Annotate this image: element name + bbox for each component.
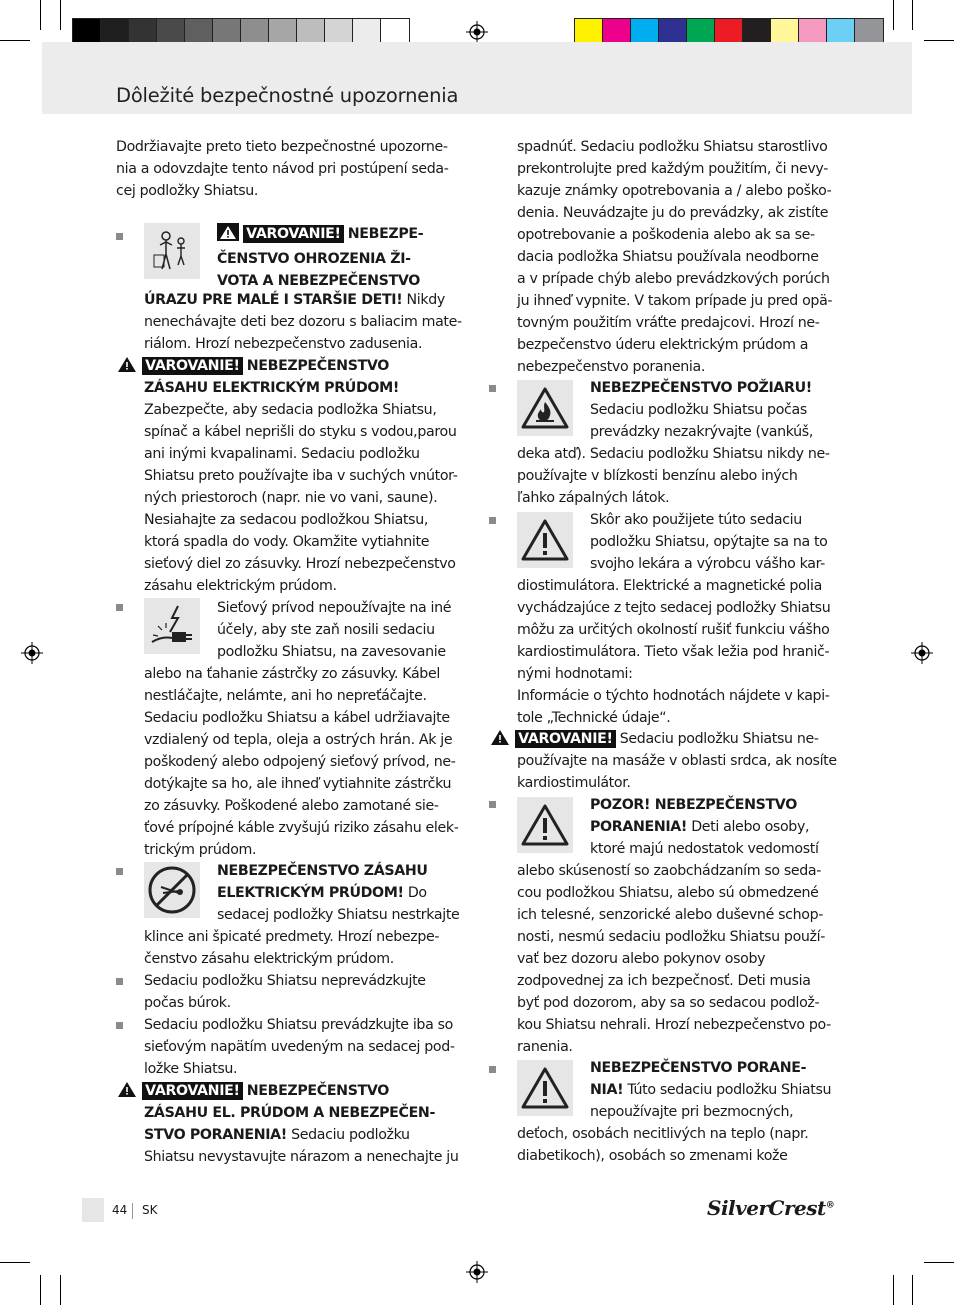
warning3-body	[517, 750, 847, 794]
no-pins-icon	[144, 862, 200, 918]
item1-text	[217, 223, 477, 292]
footer-divider	[132, 1203, 133, 1219]
body-text: ľahko zápalných látok.	[517, 490, 670, 506]
footer-box	[82, 1198, 104, 1222]
list-bullet	[489, 517, 496, 524]
list-bullet	[489, 385, 496, 392]
body-text: sedacej podložky Shiatsu nestrkajte	[217, 907, 460, 923]
item3-side	[217, 860, 477, 926]
registration-mark-icon	[911, 642, 933, 664]
body-text: Skôr ako použijete túto sedaciu	[590, 512, 802, 528]
body-text: Deti alebo osoby,	[687, 819, 810, 835]
body-text: Sedaciu podložku Shiatsu neprevádzkujte	[144, 973, 426, 989]
body-text: podložku Shiatsu, na zavesovanie	[217, 644, 446, 660]
body-text: počas búrok.	[144, 995, 231, 1011]
pacemaker-body	[517, 575, 847, 729]
body-text: Zabezpečte, aby sedacia podložka Shiatsu,	[144, 402, 437, 418]
body-text: nestláčajte, nelámte, ani ho nepreťáčajte.	[144, 688, 427, 704]
crop-mark	[0, 40, 30, 41]
warning-badge: VAROVANIE!	[142, 1082, 242, 1100]
crop-mark	[60, 1275, 61, 1305]
crop-mark	[912, 0, 913, 30]
body-text: poškodený alebo odpojený sieťový prívod, ne-	[144, 754, 456, 770]
body-text: kardiostimulátora. Tieto však ležia pod hranič-	[517, 644, 830, 660]
body-text: zásahu elektrickým prúdom.	[144, 578, 337, 594]
body-text: nými hodnotami:	[517, 666, 633, 682]
body-text: nebezpečenstvo poranenia.	[517, 359, 706, 375]
list-bullet	[116, 1022, 123, 1029]
body-text: ani inými kvapalinami. Sedaciu podložku	[144, 446, 420, 462]
body-text: a v prípade chýb alebo prevádzkových porúch	[517, 271, 830, 287]
warning-heading: ELEKTRICKÝM PRÚDOM!	[217, 885, 404, 901]
warning-heading: NEBEZPEČENSTVO	[246, 1083, 389, 1099]
warning-heading: POZOR! NEBEZPEČENSTVO	[590, 797, 797, 813]
brand-logo	[707, 1196, 834, 1220]
pacemaker-side	[590, 509, 850, 575]
item3-body	[144, 926, 474, 970]
body-text: kardiostimulátor.	[517, 775, 631, 791]
item5	[144, 1014, 474, 1080]
body-text: prevádzky nezakrývajte (vankúš,	[590, 424, 813, 440]
body-text: Shiatsu nevystavujte nárazom a nenechajte ju	[144, 1149, 459, 1165]
crop-mark	[40, 0, 41, 30]
warning-heading: VOTA A NEBEZPEČENSTVO	[217, 273, 420, 289]
body-text: nosti, nesmú sedaciu podložku Shiatsu použí-	[517, 929, 826, 945]
page-title: Dôležité bezpečnostné upozornenia	[116, 84, 459, 107]
body-text: diabetikoch), osobách so zmenami kože	[517, 1148, 788, 1164]
language-code: SK	[142, 1203, 158, 1217]
warning-heading: NIA!	[590, 1082, 624, 1098]
crop-mark	[924, 1262, 954, 1263]
brand-name: SilverCrest	[707, 1196, 826, 1220]
body-text: Sedaciu podložku Shiatsu počas	[590, 402, 807, 418]
body-text: Sedaciu podložku Shiatsu prevádzkujte iba so	[144, 1017, 453, 1033]
warning-triangle-icon	[517, 1060, 573, 1116]
body-text: nepoužívajte pri bezmocných,	[590, 1104, 794, 1120]
electric-plug-icon	[144, 598, 200, 654]
warning-triangle-icon	[116, 355, 138, 380]
warning-heading: PORANENIA!	[590, 819, 688, 835]
list-bullet	[116, 978, 123, 985]
body-text: podložku Shiatsu, opýtajte sa na to	[590, 534, 828, 550]
body-text: spínač a kábel neprišli do styku s vodou,parou	[144, 424, 457, 440]
list-bullet	[116, 233, 123, 240]
body-text: bezpečenstvo úderu elektrickým prúdom a	[517, 337, 809, 353]
body-text: kou Shiatsu nehrali. Hrozí nebezpečenstvo po-	[517, 1017, 831, 1033]
right-continuation	[517, 136, 847, 378]
body-text: opotrebovanie a poškodenia alebo ak sa se-	[517, 227, 815, 243]
warning-heading: NEBEZPEČENSTVO	[246, 358, 389, 374]
body-text: vzdialený od tepla, oleja a ostrých hrán. Ak je	[144, 732, 453, 748]
item2-body	[144, 663, 474, 861]
trademark-mark: ®	[825, 1200, 835, 1211]
body-text: ťové prípojné káble zvyšujú riziko zásahu elek-	[144, 820, 459, 836]
crop-mark	[893, 1275, 894, 1305]
crop-mark	[912, 1275, 913, 1305]
body-text: klince ani špicaté predmety. Hrozí nebezpe-	[144, 929, 440, 945]
list-bullet	[489, 1066, 496, 1073]
body-text: Nikdy	[402, 292, 445, 308]
body-text: Informácie o týchto hodnotách nájdete v kapi-	[517, 688, 830, 704]
body-text: deka atď). Sedaciu podložku Shiatsu nikdy ne-	[517, 446, 830, 462]
body-text: ich telesné, senzorické alebo duševné schop-	[517, 907, 823, 923]
body-text: sieťový diel zo zásuvky. Hrozí nebezpečenstvo	[144, 556, 456, 572]
body-text: môžu za určitých okolností rušiť funkciu vášho	[517, 622, 830, 638]
item1-body	[144, 289, 474, 355]
crop-mark	[924, 40, 954, 41]
warning-triangle-icon	[517, 797, 573, 853]
body-text: Shiatsu preto používajte iba v suchých vnútor-	[144, 468, 458, 484]
body-text: zodpovednej za ich bezpečnosť. Deti musia	[517, 973, 811, 989]
body-text: dotýkajte sa ho, ale ihneď vytiahnite zástrčku	[144, 776, 452, 792]
warning-heading: ZÁSAHU EL. PRÚDOM A NEBEZPEČEN-	[144, 1105, 435, 1121]
warning-heading: ZÁSAHU ELEKTRICKÝM PRÚDOM!	[144, 380, 400, 396]
body-text: Sedaciu podložku Shiatsu a kábel udržiavajte	[144, 710, 450, 726]
body-text: deťoch, osobách necitlivých na teplo (napr.	[517, 1126, 809, 1142]
intro-text: Dodržiavajte preto tieto bezpečnostné upozorne- nia a odovzdajte tento návod pri postúpení seda- cej podložky Shiatsu.	[116, 139, 449, 199]
warning2-body	[144, 1102, 474, 1168]
registration-mark-icon	[466, 21, 488, 43]
warning-triangle-icon	[217, 223, 239, 248]
body-text: spadnúť. Sedaciu podložku Shiatsu starostlivo	[517, 139, 828, 155]
body-text: denia. Neuvádzajte ju do prevádzky, ak zistíte	[517, 205, 829, 221]
body-text: sieťovým napätím uvedeným na sedacej pod-	[144, 1039, 455, 1055]
warning-heading: NEBEZPEČENSTVO POŽIARU!	[590, 380, 812, 396]
warning-triangle-icon	[116, 1080, 138, 1105]
body-text: trickým prúdom.	[144, 842, 257, 858]
body-text: dacia podložka Shiatsu používala neodborne	[517, 249, 819, 265]
list-bullet	[489, 801, 496, 808]
fire-side	[590, 377, 850, 443]
body-text: riálom. Hrozí nebezpečenstvo zadusenia.	[144, 336, 423, 352]
left-column	[116, 136, 476, 202]
body-text: ných priestoroch (napr. nie vo vani, saune).	[144, 490, 438, 506]
warning-heading: NEBEZPE-	[347, 226, 424, 242]
warning-badge: VAROVANIE!	[243, 225, 343, 243]
body-text: diostimulátora. Elektrické a magnetické polia	[517, 578, 822, 594]
body-text: používajte na masáže v oblasti srdca, ak nosíte	[517, 753, 837, 769]
crop-mark	[893, 0, 894, 30]
crop-mark	[0, 1262, 30, 1263]
fire-body	[517, 443, 847, 509]
list-bullet	[116, 868, 123, 875]
registration-mark-icon	[21, 642, 43, 664]
warning-badge: VAROVANIE!	[515, 730, 615, 748]
crop-mark	[40, 1275, 41, 1305]
warning-heading: NEBEZPEČENSTVO ZÁSAHU	[217, 863, 428, 879]
warning-heading: STVO PORANENIA!	[144, 1127, 287, 1143]
body-text: Sedaciu podložku	[286, 1127, 410, 1143]
body-text: vať bez dozoru alebo pokynov osoby	[517, 951, 766, 967]
body-text: používajte v blízkosti benzínu alebo iných	[517, 468, 798, 484]
body-text: Do	[403, 885, 427, 901]
caution-side	[590, 794, 850, 860]
body-text: účely, aby ste zaň nosili sedaciu	[217, 622, 435, 638]
registration-mark-icon	[466, 1261, 488, 1283]
body-text: prekontrolujte pred každým použitím, či nevy-	[517, 161, 828, 177]
body-text: alebo skúseností so zaobchádzaním so seda-	[517, 863, 822, 879]
body-text: Túto sedaciu podložku Shiatsu	[623, 1082, 832, 1098]
body-text: tovným použitím vráťte predajcovi. Hrozí ne-	[517, 315, 820, 331]
warning-heading: ČENSTVO OHROZENIA ŽI-	[217, 251, 411, 267]
body-text: ktorá spadla do vody. Okamžite vytiahnite	[144, 534, 430, 550]
body-text: ju ihneď vypnite. V takom prípade ju pred opä-	[517, 293, 833, 309]
warning-heading: NEBEZPEČENSTVO PORANE-	[590, 1060, 807, 1076]
body-text: ložke Shiatsu.	[144, 1061, 238, 1077]
body-text: nenechávajte deti bez dozoru s baliacim mate-	[144, 314, 462, 330]
warning1-body	[144, 377, 474, 597]
list-bullet	[116, 604, 123, 611]
fire-warning-icon	[517, 380, 573, 436]
body-text: Sedaciu podložku Shiatsu ne-	[615, 731, 819, 747]
body-text: Nesiahajte za sedacou podložkou Shiatsu,	[144, 512, 428, 528]
body-text: Sieťový prívod nepoužívajte na iné	[217, 600, 452, 616]
item2-side	[217, 597, 477, 663]
crop-mark	[60, 0, 61, 30]
body-text: byť pod dozorom, aby sa so sedacou podlož-	[517, 995, 820, 1011]
body-text: ktoré majú nedostatok vedomostí	[590, 841, 819, 857]
body-text: cou podložkou Shiatsu, alebo sú obmedzené	[517, 885, 819, 901]
body-text: vychádzajúce z tejto sedacej podložky Shiatsu	[517, 600, 831, 616]
warning-triangle-icon	[517, 512, 573, 568]
page-number: 44	[112, 1203, 128, 1217]
injury-body	[517, 1123, 847, 1167]
body-text: zo zásuvky. Poškodené alebo zamotané sie-	[144, 798, 439, 814]
body-text: kazuje známky opotrebovania a / alebo poško-	[517, 183, 832, 199]
body-text: svojho lekára a výrobcu vášho kar-	[590, 556, 825, 572]
body-text: tole „Technické údaje“.	[517, 710, 671, 726]
child-danger-icon	[144, 223, 200, 279]
injury-side	[590, 1057, 850, 1123]
warning-badge: VAROVANIE!	[142, 357, 242, 375]
item4	[144, 970, 474, 1014]
caution-body	[517, 860, 847, 1058]
warning-heading: ÚRAZU PRE MALÉ I STARŠIE DETI!	[144, 292, 403, 308]
warning-triangle-icon	[489, 728, 511, 753]
body-text: čenstvo zásahu elektrickým prúdom.	[144, 951, 394, 967]
body-text: ranenia.	[517, 1039, 573, 1055]
body-text: alebo na ťahanie zástrčky zo zásuvky. Kábel	[144, 666, 440, 682]
